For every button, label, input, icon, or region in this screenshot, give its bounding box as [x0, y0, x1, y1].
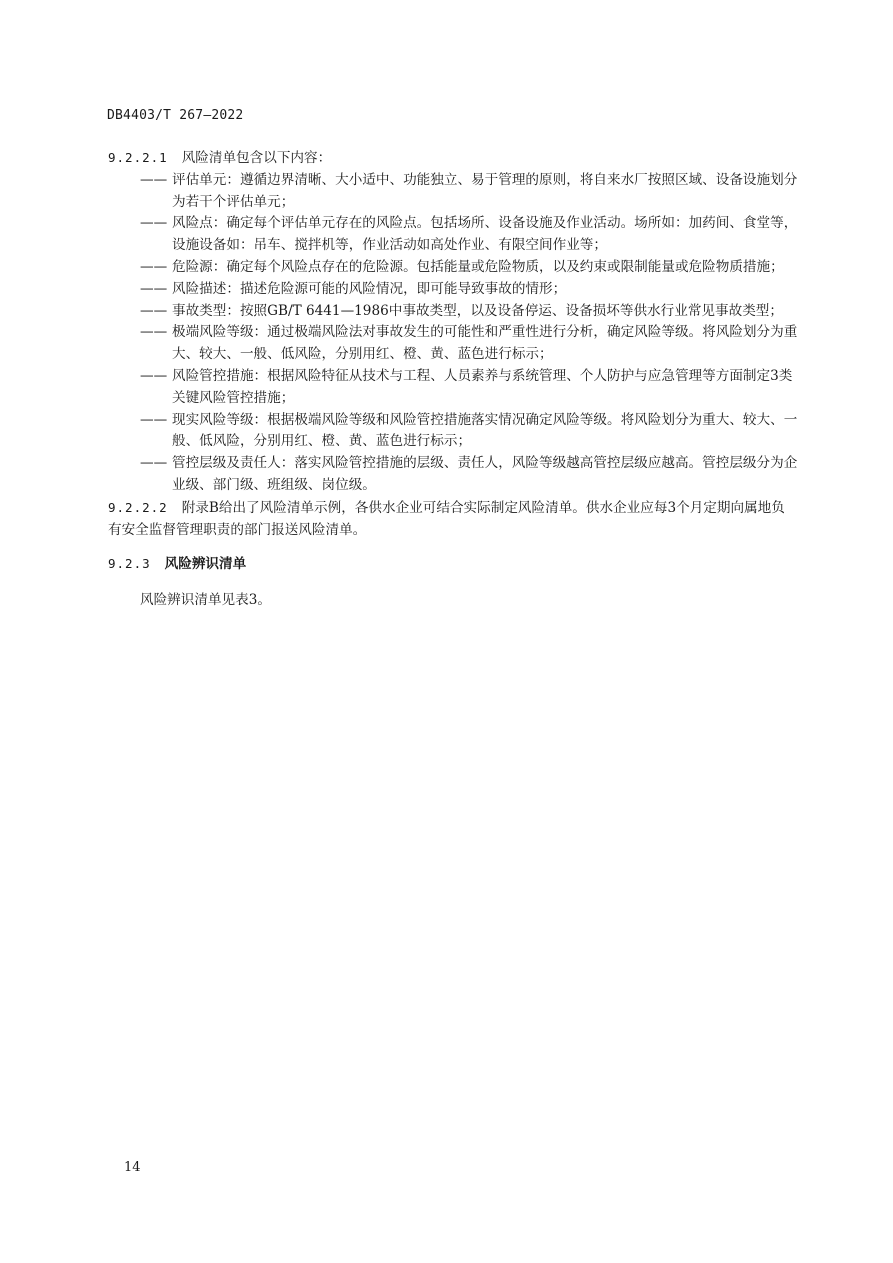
page-content	[108, 147, 798, 612]
dash-marker: ——	[140, 455, 168, 472]
list-item-text: 极端风险等级：通过极端风险法对事故发生的可能性和严重性进行分析，确定风险等级。将风险划分为重大、较大、一般、低风险，分别用红、橙、黄、蓝色进行标示；	[172, 324, 798, 363]
clause-text: 风险清单包含以下内容：	[181, 150, 332, 166]
section-title: 风险辨识清单	[164, 556, 247, 573]
dash-marker: ——	[140, 411, 168, 428]
dash-marker: ——	[140, 367, 168, 384]
list-item-text: 风险点：确定每个评估单元存在的风险点。包括场所、设备设施及作业活动。场所如：加药间、食堂等，设施设备如：吊车、搅拌机等，作业活动如高处作业、有限空间作业等；	[172, 215, 798, 254]
clause-number: 9.2.2.1	[108, 150, 168, 165]
list-item-hazard-source	[108, 257, 798, 279]
list-item-control-level-responsible-person	[108, 453, 798, 497]
page-number: 14	[124, 1160, 141, 1175]
list-item-text: 风险管控措施：根据风险特征从技术与工程、人员素养与系统管理、个人防护与应急管理等方面制定3类关键风险管控措施；	[172, 367, 793, 406]
clause-9-2-2-1	[108, 147, 798, 170]
clause-number: 9.2.2.2	[108, 499, 168, 515]
list-item-risk-point	[108, 213, 798, 257]
risk-list-contents	[108, 170, 798, 497]
list-item-accident-type	[108, 301, 798, 323]
dash-marker: ——	[140, 324, 168, 341]
list-item-risk-description	[108, 279, 798, 301]
dash-marker: ——	[140, 171, 168, 188]
clause-9-2-2-2	[108, 497, 798, 542]
list-item-risk-control-measures	[108, 366, 798, 410]
list-item-text: 危险源：确定每个风险点存在的危险源。包括能量或危险物质，以及约束或限制能量或危险物质措施；	[172, 258, 784, 275]
dash-marker: ——	[140, 302, 168, 319]
list-item-actual-risk-level	[108, 410, 798, 454]
list-item-text: 风险描述：描述危险源可能的风险情况，即可能导致事故的情形；	[172, 280, 567, 297]
dash-marker: ——	[140, 280, 168, 297]
list-item-evaluation-unit	[108, 170, 798, 214]
list-item-text: 现实风险等级：根据极端风险等级和风险管控措施落实情况确定风险等级。将风险划分为重大、较大、一般、低风险，分别用红、橙、黄、蓝色进行标示；	[172, 411, 798, 450]
section-body-9-2-3: 风险辨识清单见表3。	[140, 592, 271, 609]
list-item-text: 管控层级及责任人：落实风险管控措施的层级、责任人，风险等级越高管控层级应越高。管控层级分为企业级、部门级、班组级、岗位级。	[172, 455, 798, 493]
dash-marker: ——	[140, 215, 168, 232]
list-item-text: 事故类型：按照GB/T 6441—1986中事故类型，以及设备停运、设备损坏等供水行业常见事故类型；	[172, 302, 783, 319]
clause-text: 附录B给出了风险清单示例，各供水企业可结合实际制定风险清单。供水企业应每3个月定期向属地负有安全监督管理职责的部门报送风险清单。	[108, 499, 785, 538]
list-item-text: 评估单元：遵循边界清晰、大小适中、功能独立、易于管理的原则，将自来水厂按照区域、设备设施划分为若干个评估单元；	[172, 171, 798, 210]
document-code-header: DB4403/T 267—2022	[107, 108, 244, 123]
section-heading-9-2-3	[108, 553, 798, 576]
clause-number: 9.2.3	[108, 556, 151, 572]
dash-marker: ——	[140, 258, 168, 275]
list-item-extreme-risk-level	[108, 322, 798, 366]
